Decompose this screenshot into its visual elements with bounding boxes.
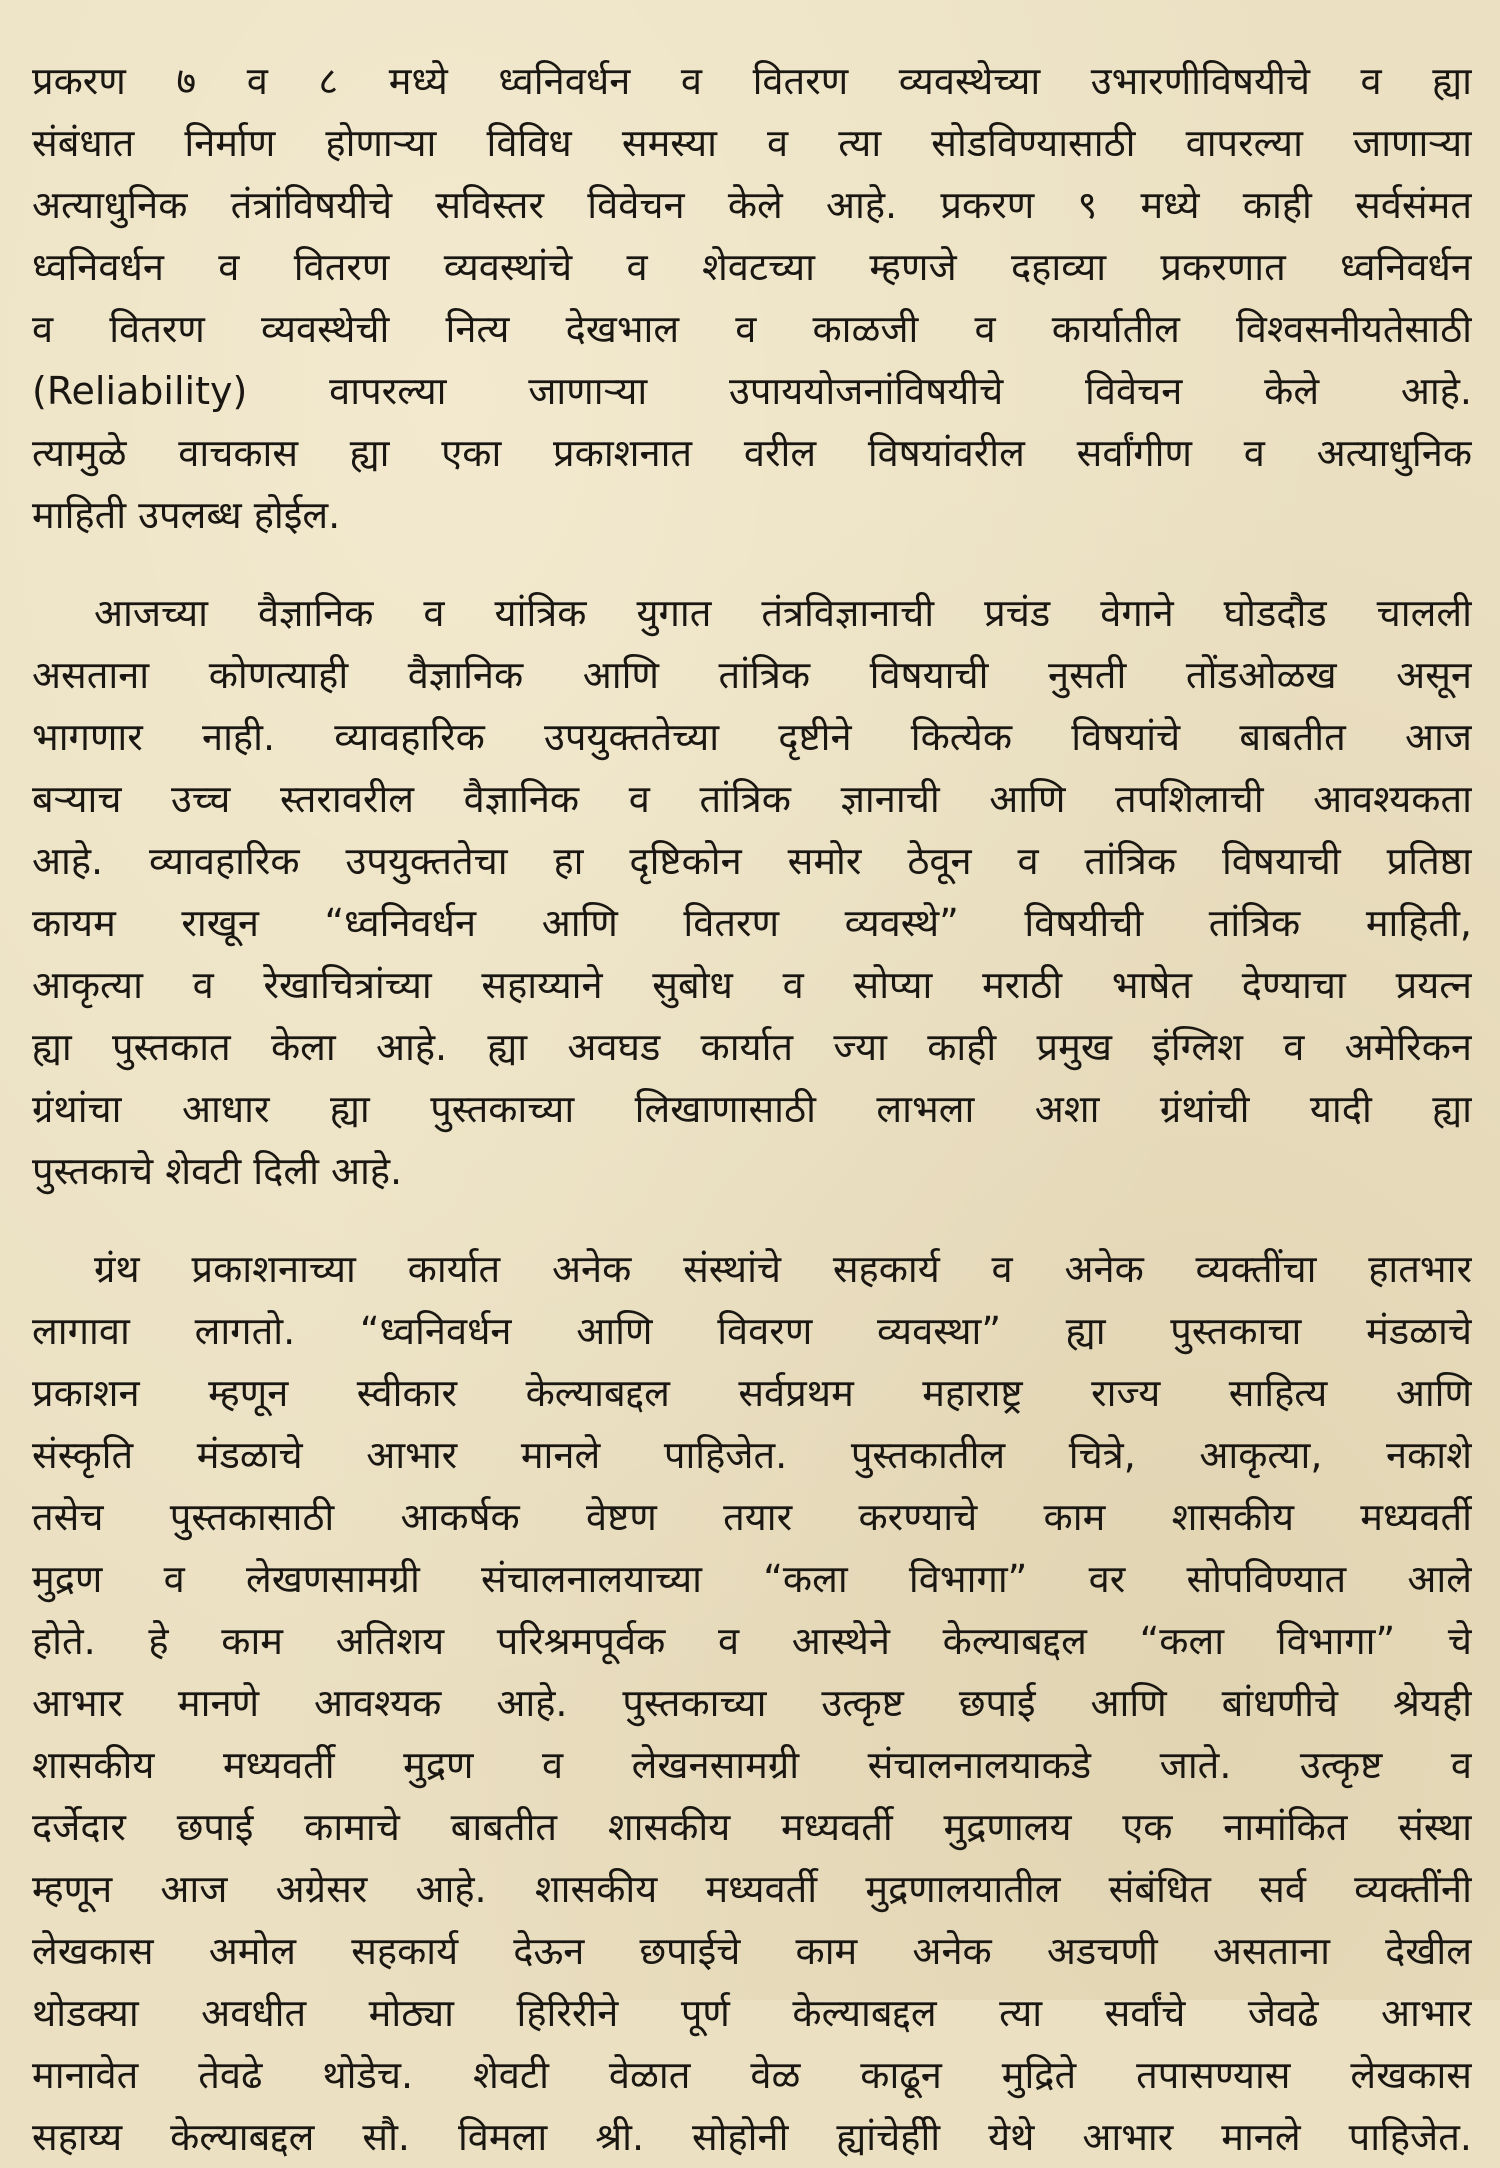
text-line: पुस्तकाचे शेवटी दिली आहे.: [32, 1149, 403, 1193]
text-line: म्हणून आज अग्रेसर आहे. शासकीय मध्यवर्ती मुद्रणालयातील संबंधित सर्व व्यक्तींनी: [32, 1867, 1472, 1911]
text-line: संस्कृति मंडळाचे आभार मानले पाहिजेत. पुस्तकातील चित्रे, आकृत्या, नकाशे: [32, 1433, 1472, 1477]
text-line: आकृत्या व रेखाचित्रांच्या सहाय्याने सुबोध व सोप्या मराठी भाषेत देण्याचा प्रयत्न: [32, 963, 1472, 1007]
text-line: त्यामुळे वाचकास ह्या एका प्रकाशनात वरील विषयांवरील सर्वांगीण व अत्याधुनिक: [32, 431, 1472, 475]
text-line: लेखकास अमोल सहकार्य देऊन छपाईचे काम अनेक अडचणी असताना देखील: [32, 1929, 1472, 1973]
paragraph-chapters-overview: [32, 50, 1472, 546]
text-line: असताना कोणत्याही वैज्ञानिक आणि तांत्रिक विषयाची नुसती तोंडओळख असून: [32, 653, 1472, 697]
paragraph-purpose: [32, 582, 1472, 1202]
text-line: ग्रंथ प्रकाशनाच्या कार्यात अनेक संस्थांचे सहकार्य व अनेक व्यक्तींचा हातभार: [94, 1247, 1472, 1291]
text-line: व वितरण व्यवस्थेची नित्य देखभाल व काळजी व कार्यातील विश्वसनीयतेसाठी: [32, 307, 1472, 351]
text-line: लागावा लागतो. “ध्वनिवर्धन आणि विवरण व्यवस्था” ह्या पुस्तकाचा मंडळाचे: [32, 1309, 1472, 1353]
text-line: होते. हे काम अतिशय परिश्रमपूर्वक व आस्थेने केल्याबद्दल “कला विभागा” चे: [32, 1619, 1472, 1663]
text-line: थोडक्या अवधीत मोठ्या हिरिरीने पूर्ण केल्याबद्दल त्या सर्वांचे जेवढे आभार: [32, 1991, 1472, 2035]
text-line: दर्जेदार छपाई कामाचे बाबतीत शासकीय मध्यवर्ती मुद्रणालय एक नामांकित संस्था: [32, 1805, 1472, 1849]
text-line: कायम राखून “ध्वनिवर्धन आणि वितरण व्यवस्थे” विषयीची तांत्रिक माहिती,: [32, 901, 1472, 945]
text-line: मानावेत तेवढे थोडेच. शेवटी वेळात वेळ काढून मुद्रिते तपासण्यास लेखकास: [32, 2053, 1472, 2097]
text-line: प्रकरण ७ व ८ मध्ये ध्वनिवर्धन व वितरण व्यवस्थेच्या उभारणीविषयीचे व ह्या: [32, 59, 1472, 103]
text-line: ध्वनिवर्धन व वितरण व्यवस्थांचे व शेवटच्या म्हणजे दहाव्या प्रकरणात ध्वनिवर्धन: [32, 245, 1472, 289]
text-line: सहाय्य केल्याबद्दल सौ. विमला श्री. सोहोनी ह्यांचेहीी येथे आभार मानले पाहिजेत.: [32, 2115, 1472, 2159]
text-line: तसेच पुस्तकासाठी आकर्षक वेष्टण तयार करण्याचे काम शासकीय मध्यवर्ती: [32, 1495, 1472, 1539]
text-line: ग्रंथांचा आधार ह्या पुस्तकाच्या लिखाणासाठी लाभला अशा ग्रंथांची यादी ह्या: [32, 1087, 1472, 1131]
text-line: अत्याधुनिक तंत्रांविषयीचे सविस्तर विवेचन केले आहे. प्रकरण ९ मध्ये काही सर्वसंमत: [32, 183, 1472, 227]
paragraph-acknowledgements: [32, 1238, 1472, 2168]
text-line: संबंधात निर्माण होणाऱ्या विविध समस्या व त्या सोडविण्यासाठी वापरल्या जाणाऱ्या: [32, 121, 1472, 165]
text-line: (Reliability) वापरल्या जाणाऱ्या उपाययोजनांविषयीचे विवेचन केले आहे.: [32, 369, 1472, 413]
text-line: ह्या पुस्तकात केला आहे. ह्या अवघड कार्यात ज्या काही प्रमुख इंग्लिश व अमेरिकन: [32, 1025, 1472, 1069]
text-line: आजच्या वैज्ञानिक व यांत्रिक युगात तंत्रविज्ञानाची प्रचंड वेगाने घोडदौड चालली: [94, 591, 1472, 635]
text-line: भागणार नाही. व्यावहारिक उपयुक्ततेच्या दृष्टीने कित्येक विषयांचे बाबतीत आज: [32, 715, 1472, 759]
text-line: शासकीय मध्यवर्ती मुद्रण व लेखनसामग्री संचालनालयाकडे जाते. उत्कृष्ट व: [32, 1743, 1472, 1787]
text-line: मुद्रण व लेखणसामग्री संचालनालयाच्या “कला विभागा” वर सोपविण्यात आले: [32, 1557, 1472, 1601]
text-line: प्रकाशन म्हणून स्वीकार केल्याबद्दल सर्वप्रथम महाराष्ट्र राज्य साहित्य आणि: [32, 1371, 1472, 1415]
text-line: बऱ्याच उच्च स्तरावरील वैज्ञानिक व तांत्रिक ज्ञानाची आणि तपशिलाची आवश्यकता: [32, 777, 1472, 821]
text-line: माहिती उपलब्ध होईल.: [32, 493, 341, 537]
text-line: आभार मानणे आवश्यक आहे. पुस्तकाच्या उत्कृष्ट छपाई आणि बांधणीचे श्रेयही: [32, 1681, 1472, 1725]
text-line: आहे. व्यावहारिक उपयुक्ततेचा हा दृष्टिकोन समोर ठेवून व तांत्रिक विषयाची प्रतिष्ठा: [32, 839, 1472, 883]
